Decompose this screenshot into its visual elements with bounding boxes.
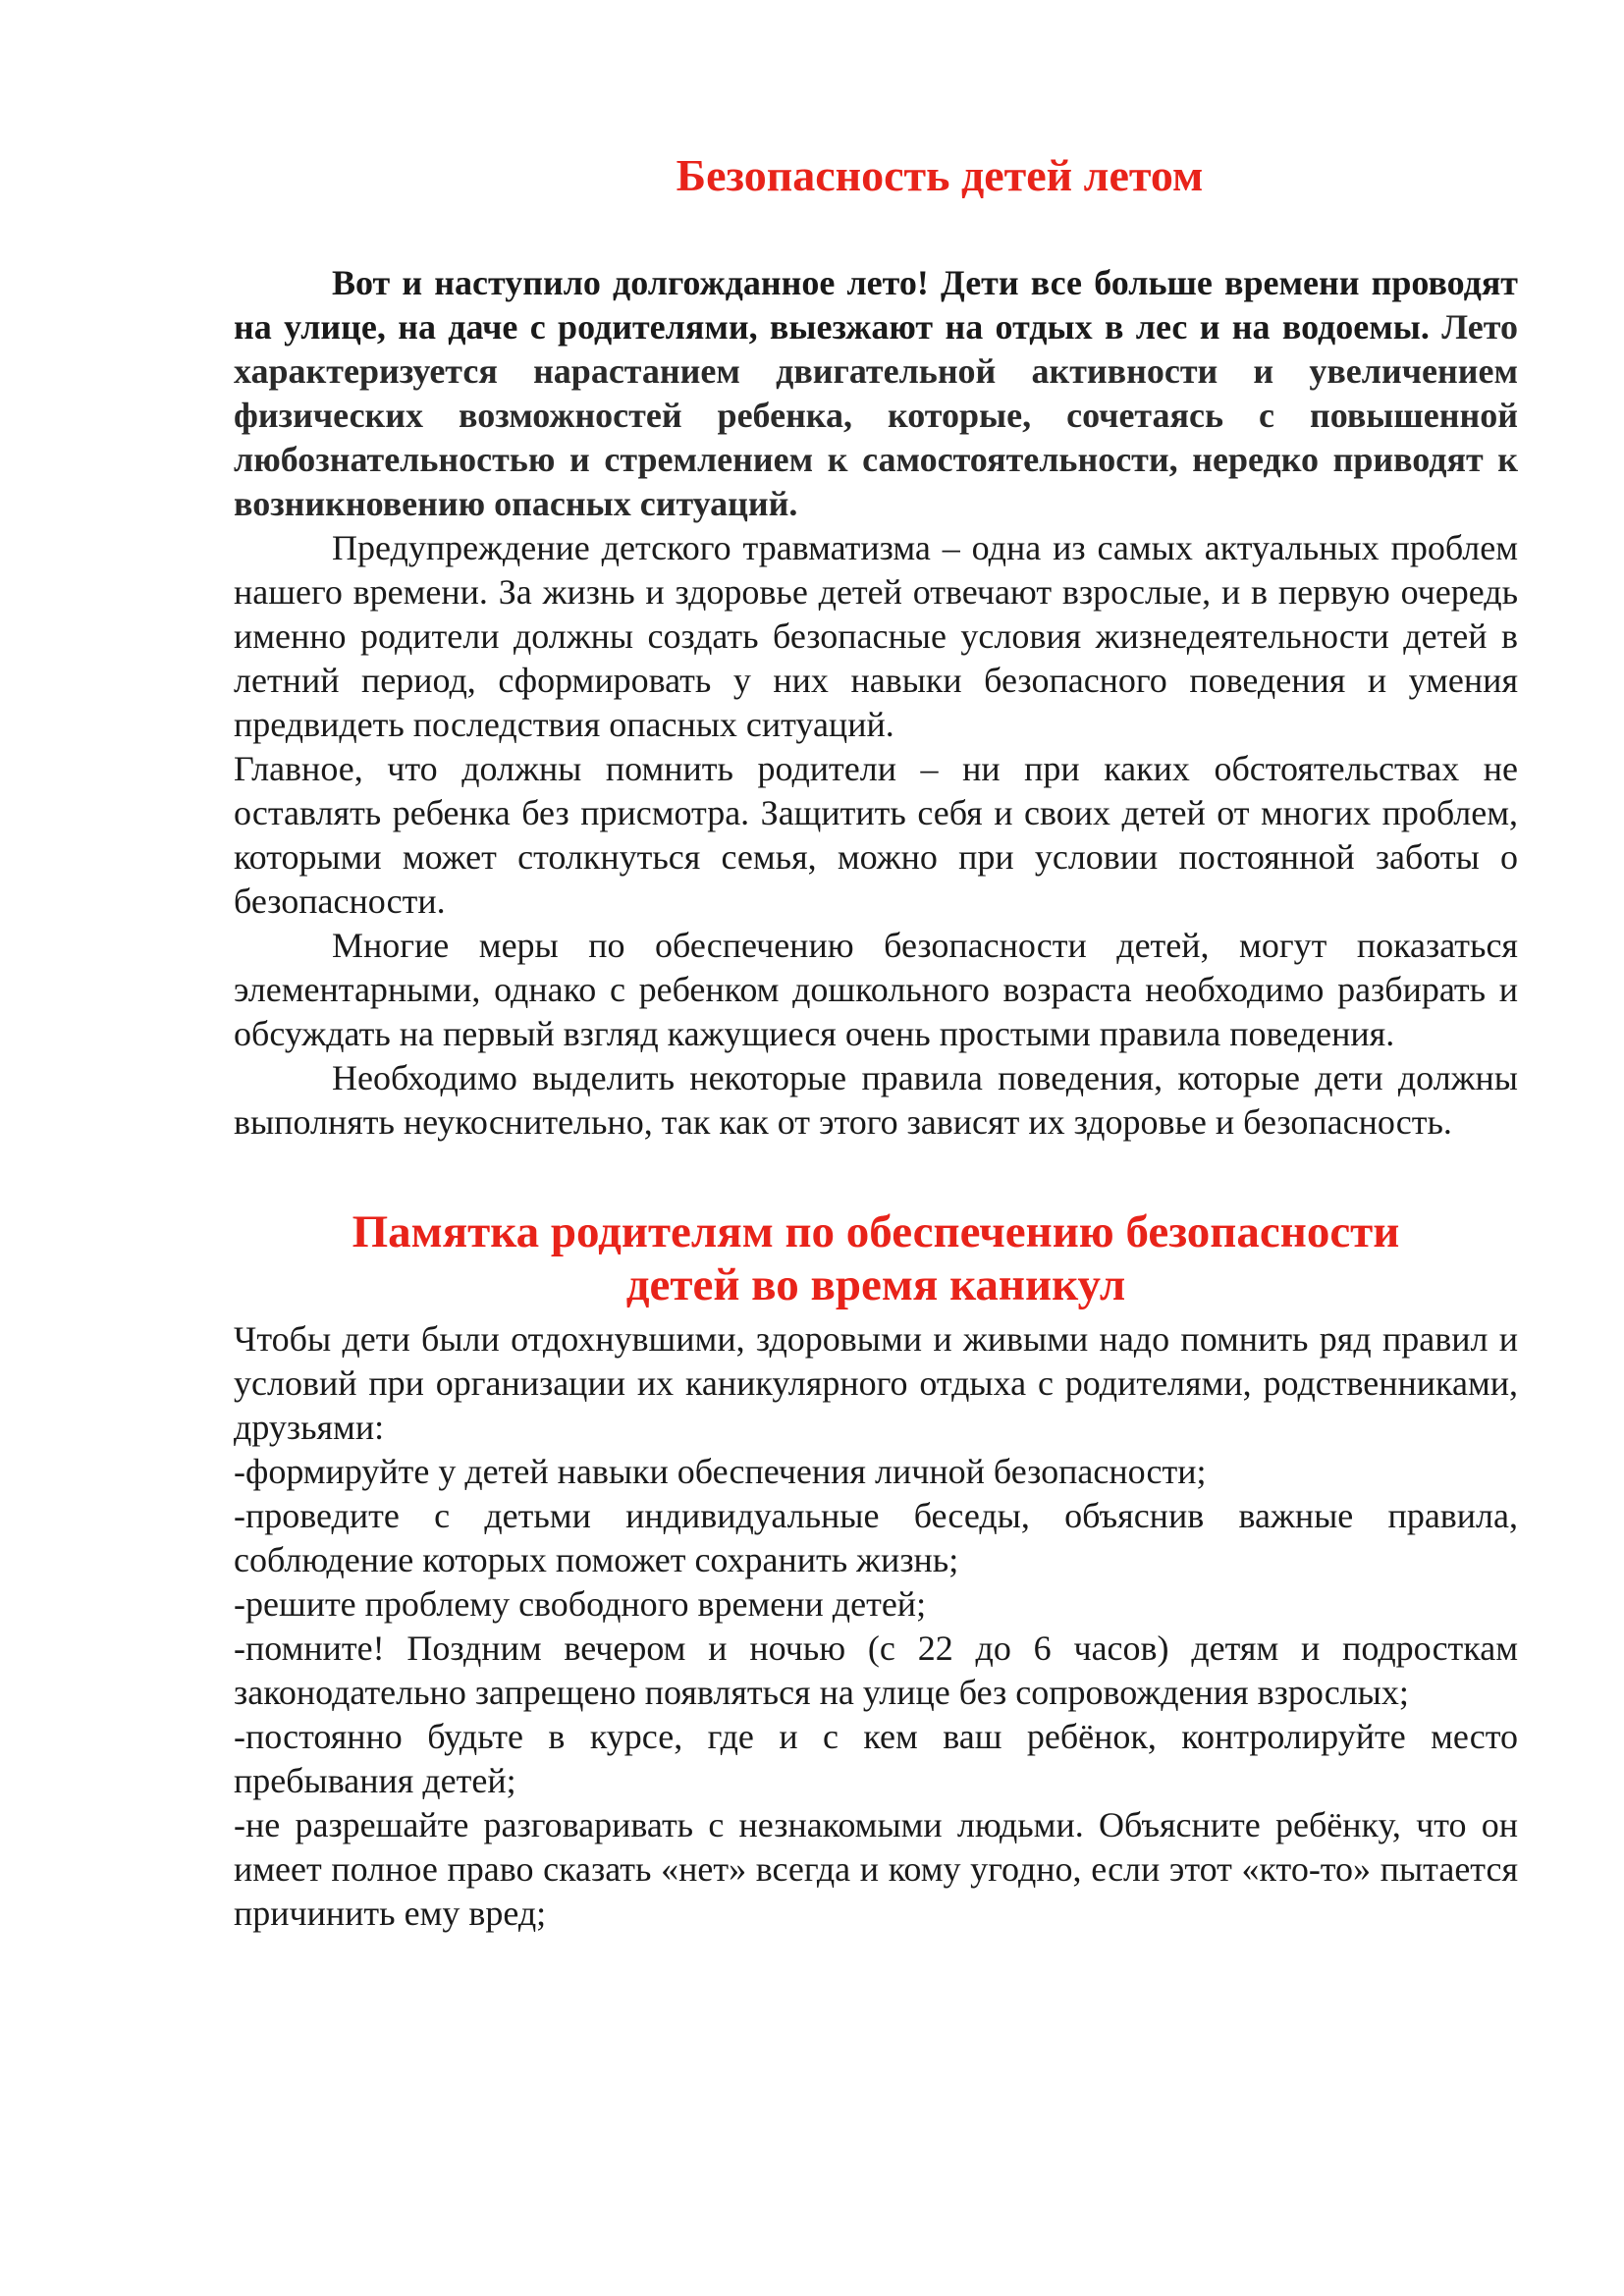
paragraph-main-rule: Главное, что должны помнить родители – ни при каких обстоятельствах не оставлять ребенка без присмотра. Защитить себя и своих детей от многих проблем, которыми может столкнуться семья, можно при условии постоянной заботы о безопасности. [234, 749, 1518, 921]
memo-intro: Чтобы дети были отдохнувшими, здоровыми и живыми надо помнить ряд правил и условий при организации их каникулярного отдыха с родителями, родственниками, друзьями: [234, 1319, 1518, 1447]
memo-heading [234, 1205, 1518, 1311]
memo-heading-line2: детей во время каникул [625, 1259, 1126, 1310]
list-item: -проведите с детьми индивидуальные беседы, объяснив важные правила, соблюдение которых поможет сохранить жизнь; [234, 1496, 1518, 1579]
intro-paragraph [234, 261, 1518, 526]
paragraph-measures: Многие меры по обеспечению безопасности детей, могут показаться элементарными, однако с ребенком дошкольного возраста необходимо разбирать и обсуждать на первый взгляд кажущиеся очень простыми правила поведения. [234, 926, 1518, 1053]
list-item: -постоянно будьте в курсе, где и с кем ваш ребёнок, контролируйте место пребывания детей; [234, 1717, 1518, 1800]
page-title: Безопасность детей летом [676, 150, 1204, 200]
intro-rest: Лето характеризуется нарастанием двигательной активности и увеличением физических возможностей ребенка, которые, сочетаясь с повышенной любознательностью и стремлением к самостоятельности, нередко приводят к возникновению опасных ситуаций. [234, 307, 1518, 523]
memo-list [234, 1450, 1518, 1936]
list-item: -формируйте у детей навыки обеспечения личной безопасности; [234, 1452, 1207, 1491]
list-item: -не разрешайте разговаривать с незнакомыми людьми. Объясните ребёнку, что он имеет полное право сказать «нет» всегда и кому угодно, если этот «кто-то» пытается причинить ему вред; [234, 1805, 1518, 1933]
paragraph-rules: Необходимо выделить некоторые правила поведения, которые дети должны выполнять неукоснительно, так как от этого зависят их здоровье и безопасность. [234, 1058, 1518, 1142]
list-item: -помните! Поздним вечером и ночью (с 22 до 6 часов) детям и подросткам законодательно запрещено появляться на улице без сопровождения взрослых; [234, 1629, 1518, 1712]
memo-heading-line1: Памятка родителям по обеспечению безопасности [352, 1206, 1400, 1257]
document-page [234, 147, 1518, 1936]
intro-lead: Вот и наступило долгожданное лето! Дети все больше времени проводят на улице, на даче с родителями, выезжают на отдых в лес и на водоемы. [234, 263, 1518, 347]
paragraph-prevention: Предупреждение детского травматизма – одна из самых актуальных проблем нашего времени. За жизнь и здоровье детей отвечают взрослые, и в первую очередь именно родители должны создать безопасные условия жизнедеятельности детей в летний период, сформировать у них навыки безопасного поведения и умения предвидеть последствия опасных ситуаций. [234, 528, 1518, 744]
list-item: -решите проблему свободного времени детей; [234, 1584, 927, 1624]
